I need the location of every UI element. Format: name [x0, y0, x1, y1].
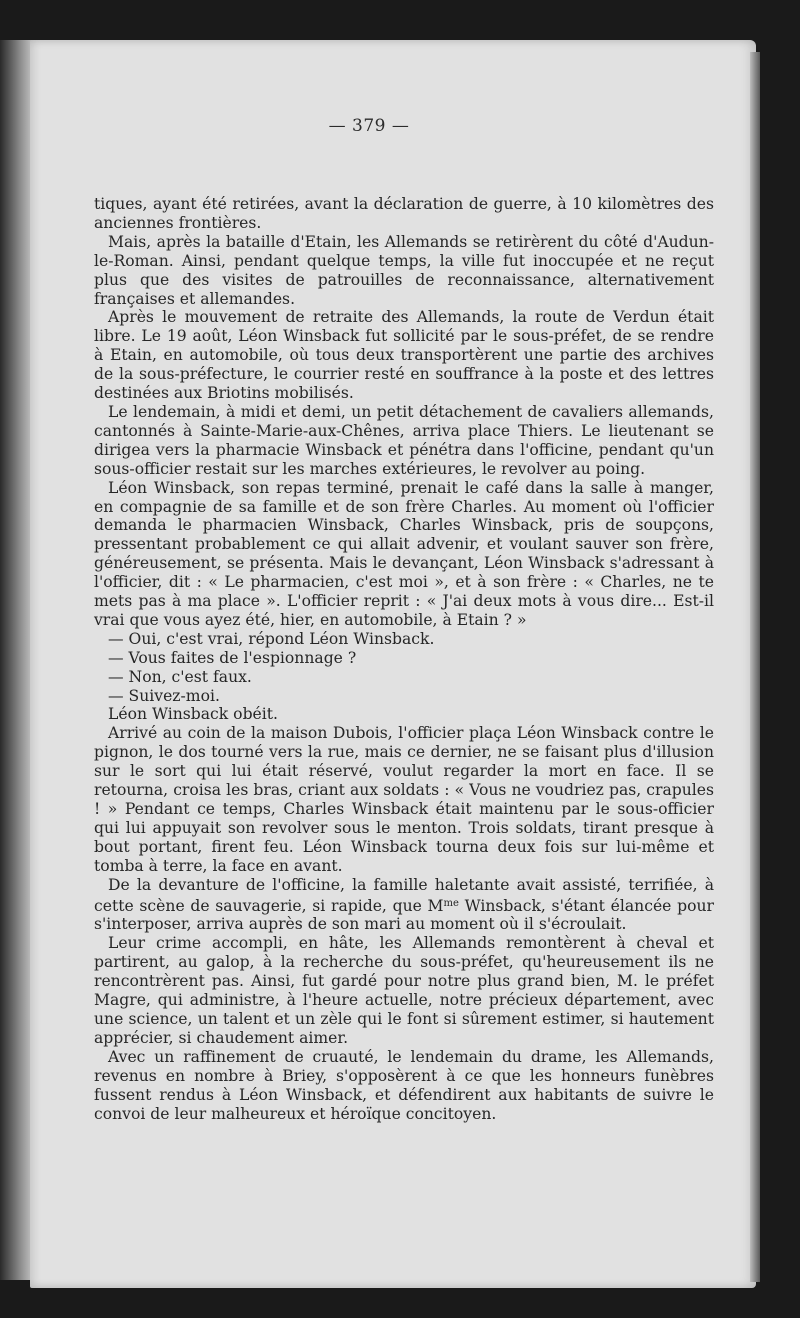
family-text-a: De la devanture de l'officine, la famille haletante avait assisté, terrifiée, à cette scène de sauvagerie, si rapide, que M: [94, 875, 714, 915]
family-text-b: Winsback, s'étant élancée pour s'interposer, arriva auprès de son mari au moment où il s'écroulait.: [94, 896, 714, 934]
adjacent-page-edge: [0, 40, 34, 1280]
paragraph-1: tiques, ayant été retirées, avant la déclaration de guerre, à 10 kilomètres des anciennes frontières.: [94, 195, 714, 232]
paragraph-family: [94, 876, 714, 935]
paragraph-execution: Arrivé au coin de la maison Dubois, l'officier plaça Léon Winsback contre le pignon, le dos tourné vers la rue, mais ce dernier, ne se faisant plus d'illusion sur le sort qui lui était réservé, voulut regarder la mort en face. Il se retourna, croisa les bras, criant aux soldats : « Vous ne voudriez pas, crapules ! » Pendant ce temps, Charles Winsback était maintenu par le sous-officier qui lui appuyait son revolver sous le menton. Trois soldats, tirant presque à bout portant, firent feu. Léon Winsback tourna deux fois sur lui-même et tomba à terre, la face en avant.: [94, 724, 714, 875]
page-thickness-edge: [750, 52, 760, 1282]
dialogue-line-4: — Suivez-moi.: [108, 686, 220, 705]
paragraph-4: Le lendemain, à midi et demi, un petit détachement de cavaliers allemands, cantonnés à Sainte-Marie-aux-Chênes, arriva place Thiers. Le lieutenant se dirigea vers la pharmacie Winsback et pénétra dans l'officine, pendant qu'un sous-officier restait sur les marches extérieures, le revolver au poing.: [94, 402, 714, 478]
paragraph-final: Avec un raffinement de cruauté, le lendemain du drame, les Allemands, revenus en nombre à Briey, s'opposèrent à ce que les honneurs funèbres fussent rendus à Léon Winsback, et défendirent aux habitants de suivre le convoi de leur malheureux et héroïque concitoyen.: [94, 1047, 714, 1123]
paragraph-5: Léon Winsback, son repas terminé, prenait le café dans la salle à manger, en compagnie de sa famille et de son frère Charles. Au moment où l'officier demanda le pharmacien Winsback, Charles Winsback, pris de soupçons, pressentant probablement ce qui allait advenir, et voulant sauver son frère, généreusement, se présenta. Mais le devançant, Léon Winsback s'adressant à l'officier, dit : « Le pharmacien, c'est moi », et à son frère : « Charles, ne te mets pas à ma place ». L'officier reprit : « J'ai deux mots à vous dire... Est-il vrai que vous ayez été, hier, en automobile, à Etain ? »: [94, 478, 714, 629]
book-page: [30, 40, 756, 1288]
paragraph-3: Après le mouvement de retraite des Allemands, la route de Verdun était libre. Le 19 août, Léon Winsback fut sollicité par le sous-préfet, de se rendre à Etain, en automobile, où tous deux transportèrent une partie des archives de la sous-préfecture, le courrier resté en souffrance à la poste et des lettres destinées aux Briotins mobilisés.: [94, 308, 714, 403]
body-text: [94, 195, 714, 1123]
dialogue-line-2: — Vous faites de l'espionnage ?: [108, 648, 357, 667]
paragraph-obeit: Léon Winsback obéit.: [108, 705, 278, 724]
paragraph-prefet: Leur crime accompli, en hâte, les Allemands remontèrent à cheval et partirent, au galop, à la recherche du sous-préfet, qu'heureusement ils ne rencontrèrent pas. Ainsi, fut gardé pour notre plus grand bien, M. le préfet Magre, qui administre, à l'heure actuelle, notre précieux département, avec une science, un talent et un zèle qui le font si sûrement estimer, si hautement apprécier, si chaudement aimer.: [94, 934, 714, 1047]
superscript-me: me: [443, 897, 459, 909]
page-number: — 379 —: [328, 116, 410, 136]
dialogue-line-1: — Oui, c'est vrai, répond Léon Winsback.: [108, 629, 435, 648]
paragraph-2: Mais, après la bataille d'Etain, les Allemands se retirèrent du côté d'Audun-le-Roman. Ainsi, pendant quelque temps, la ville fut inoccupée et ne reçut plus que des visites de patrouilles de reconnaissance, alternativement françaises et allemandes.: [94, 232, 714, 308]
dialogue-line-3: — Non, c'est faux.: [108, 667, 252, 686]
